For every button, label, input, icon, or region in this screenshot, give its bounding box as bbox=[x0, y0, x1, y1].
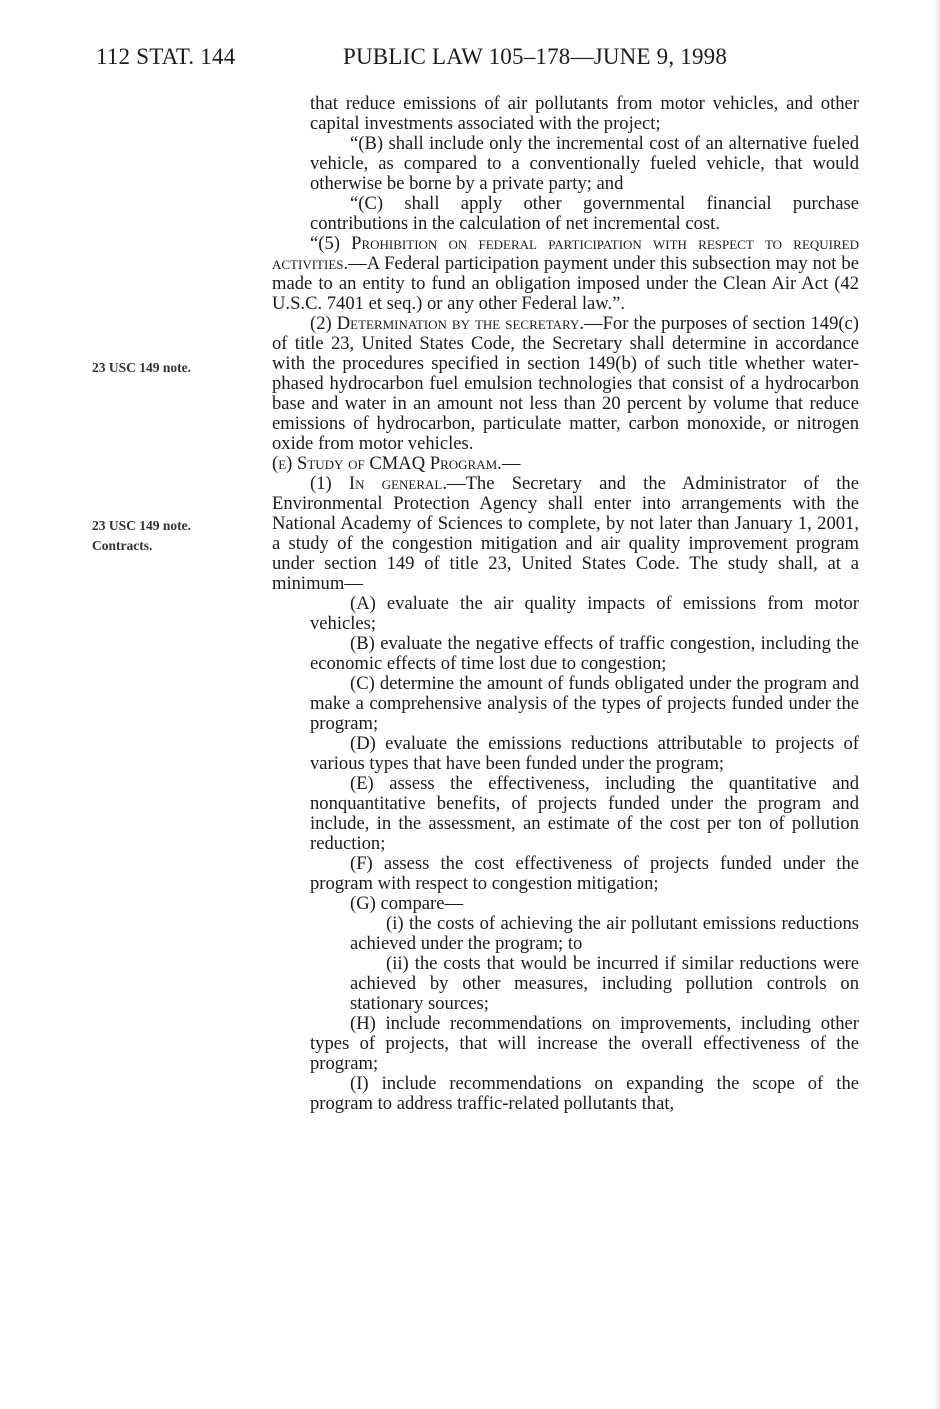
text-in-general: —The Secretary and the Administrator of the Environmental Protection Agency shall enter into arrangements with the National Academy of Sciences to complete, by not later than January 1, 2001, a study of the congestion mitigation and air quality improvement program under section 149 of title 23, United States Code. The study shall, at a minimum— bbox=[272, 473, 859, 594]
paragraph-b-quoted: “(B) shall include only the incremental cost of an alternative fueled vehicle, as compared to a conventionally fueled vehicle, that would otherwise be borne by a private party; and bbox=[310, 133, 859, 194]
text-determination: —For the purposes of section 149(c) of title 23, United States Code, the Secretary shall determine in accordance with the procedures specified in section 149(b) of such title whether water-phased hydrocarbon fuel emulsion technologies that consist of a hydrocarbon base and water in an amount not less than 20 percent by volume that reduce emissions of hydrocarbon, particulate matter, carbon monoxide, or nitrogen oxide from motor vehicles. bbox=[272, 313, 859, 454]
margin-note-contracts: Contracts. bbox=[92, 538, 153, 553]
page-edge-shadow bbox=[934, 0, 940, 1409]
text-prohibition: —A Federal participation payment under this subsection may not be made to an entity to fund an obligation imposed under the Clean Air Act (42 U.S.C. 7401 et seq.) or any other Federal law.”. bbox=[272, 253, 859, 314]
margin-note-usc-1: 23 USC 149 note. bbox=[92, 360, 192, 375]
statute-page-number: 112 STAT. 144 bbox=[96, 44, 236, 69]
page-header bbox=[96, 44, 876, 78]
list-item-g-ii: (ii) the costs that would be incurred if similar reductions were achieved by other measures, including pollution controls on stationary sources; bbox=[350, 953, 859, 1014]
running-title: PUBLIC LAW 105–178—JUNE 9, 1998 bbox=[343, 44, 728, 69]
list-item-e: (E) assess the effectiveness, including the quantitative and nonquantitative benefits, of projects funded under the program and include, in the assessment, an estimate of the cost per ton of pollution reduction; bbox=[310, 773, 859, 854]
heading-in-general: (1) In general. bbox=[310, 473, 447, 494]
subsection-e-study bbox=[272, 454, 859, 474]
list-item-g: (G) compare— bbox=[350, 893, 464, 914]
document-body bbox=[272, 94, 859, 1114]
heading-determination: (2) Determination by the secretary. bbox=[310, 313, 584, 334]
list-item-a: (A) evaluate the air quality impacts of emissions from motor vehicles; bbox=[310, 593, 859, 634]
list-item-f: (F) assess the cost effectiveness of projects funded under the program with respect to congestion mitigation; bbox=[310, 853, 859, 894]
list-item-c: (C) determine the amount of funds obligated under the program and make a comprehensive analysis of the types of projects funded under the program; bbox=[310, 673, 859, 734]
paragraph-5-prohibition bbox=[272, 234, 859, 314]
paragraph-1-in-general bbox=[272, 474, 859, 594]
paragraph-2-determination bbox=[272, 314, 859, 454]
paragraph-continued: that reduce emissions of air pollutants from motor vehicles, and other capital investments associated with the project; bbox=[310, 93, 859, 134]
list-item-h: (H) include recommendations on improvements, including other types of projects, that will increase the overall effectiveness of the program; bbox=[310, 1013, 859, 1074]
paragraph-c-quoted: “(C) shall apply other governmental financial purchase contributions in the calculation of net incremental cost. bbox=[310, 193, 859, 234]
margin-note-usc-2: 23 USC 149 note. bbox=[92, 518, 192, 533]
text-study-dash: — bbox=[501, 453, 521, 474]
heading-study: (e) Study of CMAQ Program. bbox=[272, 453, 502, 474]
list-item-i: (I) include recommendations on expanding the scope of the program to address traffic-related pollutants that, bbox=[310, 1073, 859, 1114]
list-item-g-i: (i) the costs of achieving the air pollutant emissions reductions achieved under the program; to bbox=[350, 913, 859, 954]
heading-prohibition: “(5) Prohibition on federal participation with respect to required activities. bbox=[272, 233, 859, 274]
list-item-b: (B) evaluate the negative effects of traffic congestion, including the economic effects of time lost due to congestion; bbox=[310, 633, 859, 674]
list-item-d: (D) evaluate the emissions reductions attributable to projects of various types that have been funded under the program; bbox=[310, 733, 859, 774]
